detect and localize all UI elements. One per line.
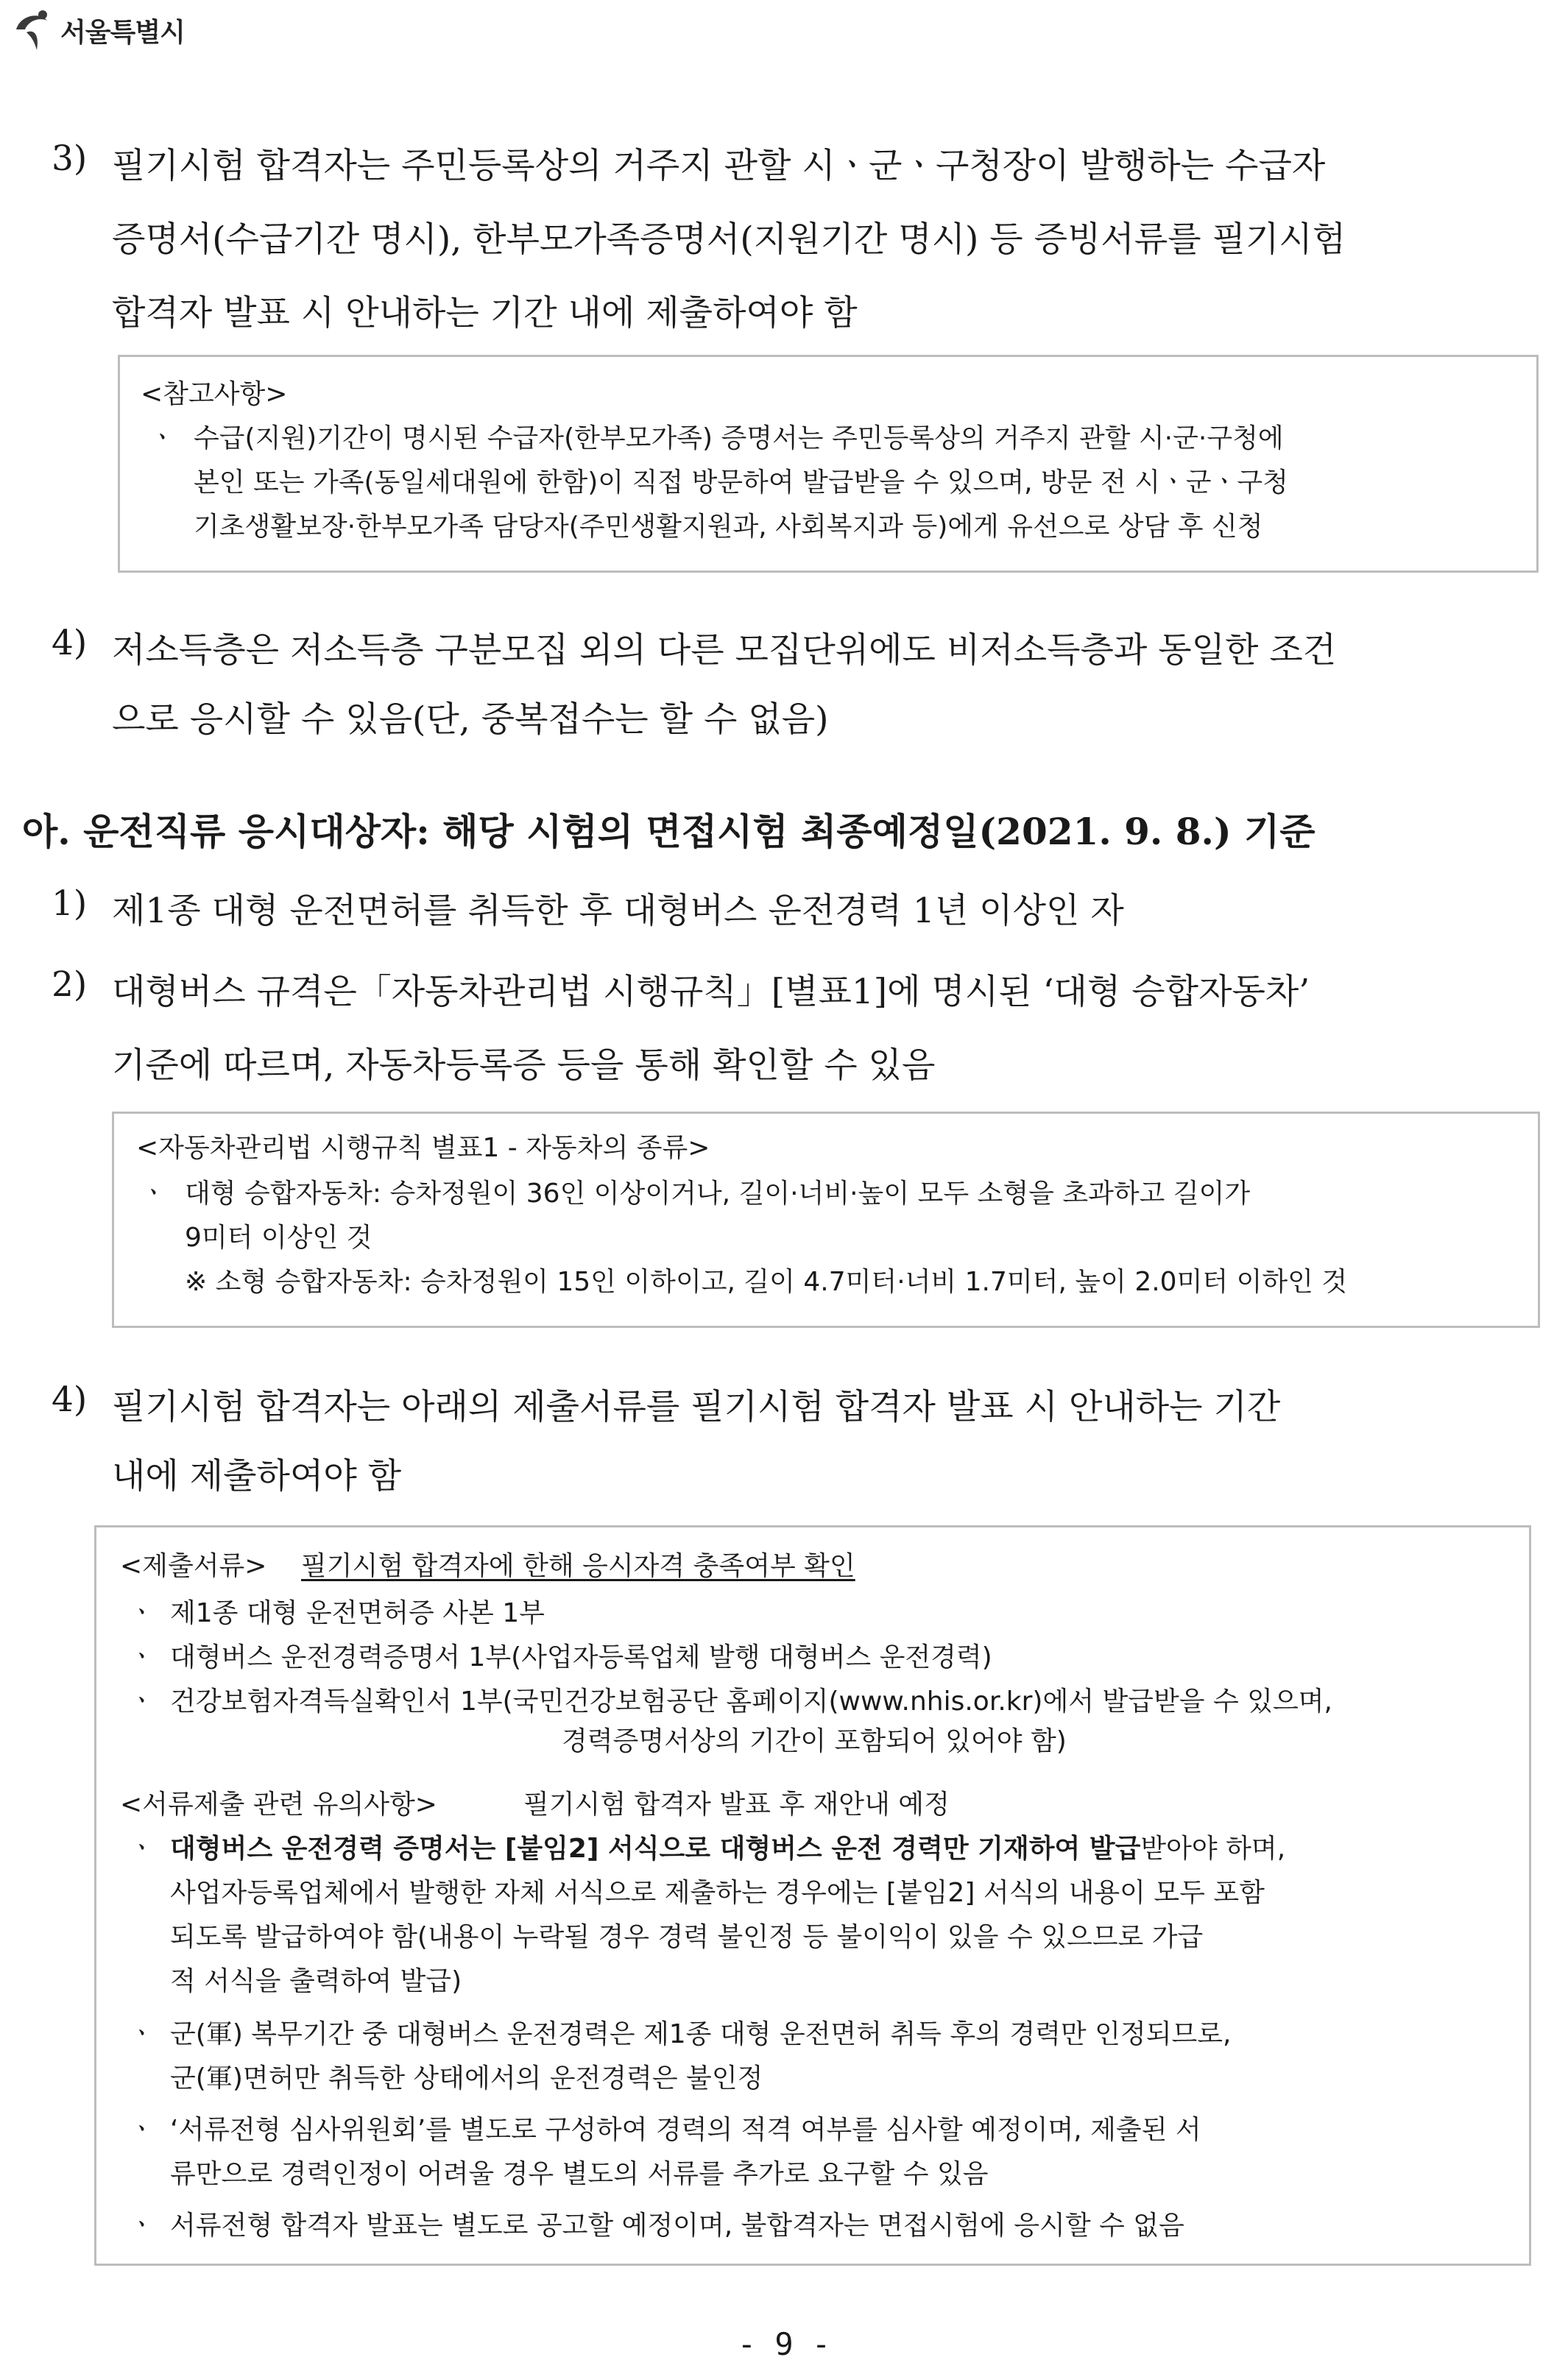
bullet: ㆍ <box>129 2019 155 2049</box>
caution-line: 되도록 발급하여야 함(내용이 누락될 경우 경력 불인정 등 불이익이 있을 수 있으므로 가급 <box>170 1922 1204 1952</box>
docs-item-continuation: 경력증명서상의 기간이 포함되어 있어야 함) <box>562 1726 1067 1756</box>
bullet: ㆍ <box>141 1179 166 1209</box>
docs-title: <제출서류> <box>120 1551 267 1581</box>
caution-line-bold <box>170 1832 1285 1866</box>
text-line: 필기시험 합격자는 주민등록상의 거주지 관할 시ㆍ군ㆍ구청장이 발행하는 수급자 <box>112 146 1326 186</box>
seoul-logo <box>10 7 185 53</box>
page-number: - 9 - <box>737 2326 831 2362</box>
item-number: 4) <box>52 623 88 663</box>
note-line: 대형 승합자동차: 승차정원이 36인 이상이거나, 길이·너비·높이 모두 소형을 초과하고 길이가 <box>185 1179 1251 1209</box>
bullet: ㆍ <box>129 1686 155 1717</box>
docs-item: 건강보험자격득실확인서 1부(국민건강보험공단 홈페이지(www.nhis.or.kr)에서 발급받을 수 있으며, <box>170 1686 1332 1717</box>
caution-line: 사업자등록업체에서 발행한 자체 서식으로 제출하는 경우에는 [붙임2] 서식의 내용이 모두 포함 <box>170 1878 1265 1908</box>
seoul-emblem-icon <box>10 7 57 53</box>
bullet: ㆍ <box>149 423 175 453</box>
caution-line: ‘서류전형 심사위원회’를 별도로 구성하여 경력의 적격 여부를 심사할 예정이며, 제출된 서 <box>170 2115 1201 2145</box>
vehicle-class-note-box <box>112 1112 1540 1328</box>
bullet: ㆍ <box>129 1834 155 1864</box>
note-line: 9미터 이상인 것 <box>185 1223 372 1253</box>
docs-item: 제1종 대형 운전면허증 사본 1부 <box>170 1598 545 1628</box>
item-number: 2) <box>52 964 88 1005</box>
section-heading: 아. 운전직류 응시대상자: 해당 시험의 면접시험 최종예정일(2021. 9. 8.) 기준 <box>22 810 1316 853</box>
caution-line: 군(軍) 복무기간 중 대형버스 운전경력은 제1종 대형 운전면허 취득 후의 경력만 인정되므로, <box>170 2019 1232 2049</box>
caution-line: 류만으로 경력인정이 어려울 경우 별도의 서류를 추가로 요구할 수 있음 <box>170 2159 989 2189</box>
bullet: ㆍ <box>129 1598 155 1628</box>
text-line: 합격자 발표 시 안내하는 기간 내에 제출하여야 함 <box>112 293 858 333</box>
text-line: 대형버스 규격은「자동차관리법 시행규칙」[별표1]에 명시된 ‘대형 승합자동차’ <box>112 972 1310 1012</box>
note-title: <참고사항> <box>141 379 288 409</box>
text-line: 내에 제출하여야 함 <box>112 1456 402 1497</box>
caution-title: <서류제출 관련 유의사항> <box>120 1790 437 1820</box>
note-line: 수급(지원)기간이 명시된 수급자(한부모가족) 증명서는 주민등록상의 거주지 관할 시·군·구청에 <box>194 423 1284 453</box>
item-number: 4) <box>52 1379 88 1420</box>
org-name: 서울특별시 <box>60 17 185 48</box>
caution-line: 적 서식을 출력하여 발급) <box>170 1966 462 1996</box>
note-line: ※ 소형 승합자동차: 승차정원이 15인 이하이고, 길이 4.7미터·너비 1.7미터, 높이 2.0미터 이하인 것 <box>185 1267 1348 1297</box>
note-title: <자동차관리법 시행규칙 별표1 - 자동차의 종류> <box>136 1133 710 1163</box>
bullet: ㆍ <box>129 1642 155 1672</box>
text-line: 으로 응시할 수 있음(단, 중복접수는 할 수 없음) <box>112 699 829 740</box>
submission-documents-box <box>94 1525 1531 2266</box>
item-number: 3) <box>52 138 88 179</box>
caution-tail-text: 받아야 하며, <box>1140 1834 1286 1864</box>
item-number: 1) <box>52 883 88 924</box>
docs-title-note: 필기시험 합격자에 한해 응시자격 충족여부 확인 <box>301 1551 855 1581</box>
text-line: 기준에 따르며, 자동차등록증 등을 통해 확인할 수 있음 <box>112 1045 936 1086</box>
bullet: ㆍ <box>129 2115 155 2145</box>
text-line: 증명서(수급기간 명시), 한부모가족증명서(지원기간 명시) 등 증빙서류를 필기시험 <box>112 219 1346 260</box>
note-line: 본인 또는 가족(동일세대원에 한함)이 직접 방문하여 발급받을 수 있으며, 방문 전 시ㆍ군ㆍ구청 <box>194 467 1288 498</box>
text-line: 저소득층은 저소득층 구분모집 외의 다른 모집단위에도 비저소득층과 동일한 조건 <box>112 630 1337 671</box>
reference-note-box <box>118 355 1539 573</box>
text-line: 필기시험 합격자는 아래의 제출서류를 필기시험 합격자 발표 시 안내하는 기간 <box>112 1387 1281 1427</box>
caution-bold-text: 대형버스 운전경력 증명서는 [붙임2] 서식으로 대형버스 운전 경력만 기재하여 발급 <box>170 1834 1141 1864</box>
docs-item: 대형버스 운전경력증명서 1부(사업자등록업체 발행 대형버스 운전경력) <box>170 1642 992 1672</box>
text-line: 제1종 대형 운전면허를 취득한 후 대형버스 운전경력 1년 이상인 자 <box>112 891 1124 931</box>
caution-line: 군(軍)면허만 취득한 상태에서의 운전경력은 불인정 <box>170 2063 763 2094</box>
caution-note: 필기시험 합격자 발표 후 재안내 예정 <box>523 1790 950 1820</box>
bullet: ㆍ <box>129 2211 155 2241</box>
caution-line: 서류전형 합격자 발표는 별도로 공고할 예정이며, 불합격자는 면접시험에 응시할 수 없음 <box>170 2211 1184 2241</box>
note-line: 기초생활보장·한부모가족 담당자(주민생활지원과, 사회복지과 등)에게 유선으로 상담 후 신청 <box>194 512 1263 542</box>
